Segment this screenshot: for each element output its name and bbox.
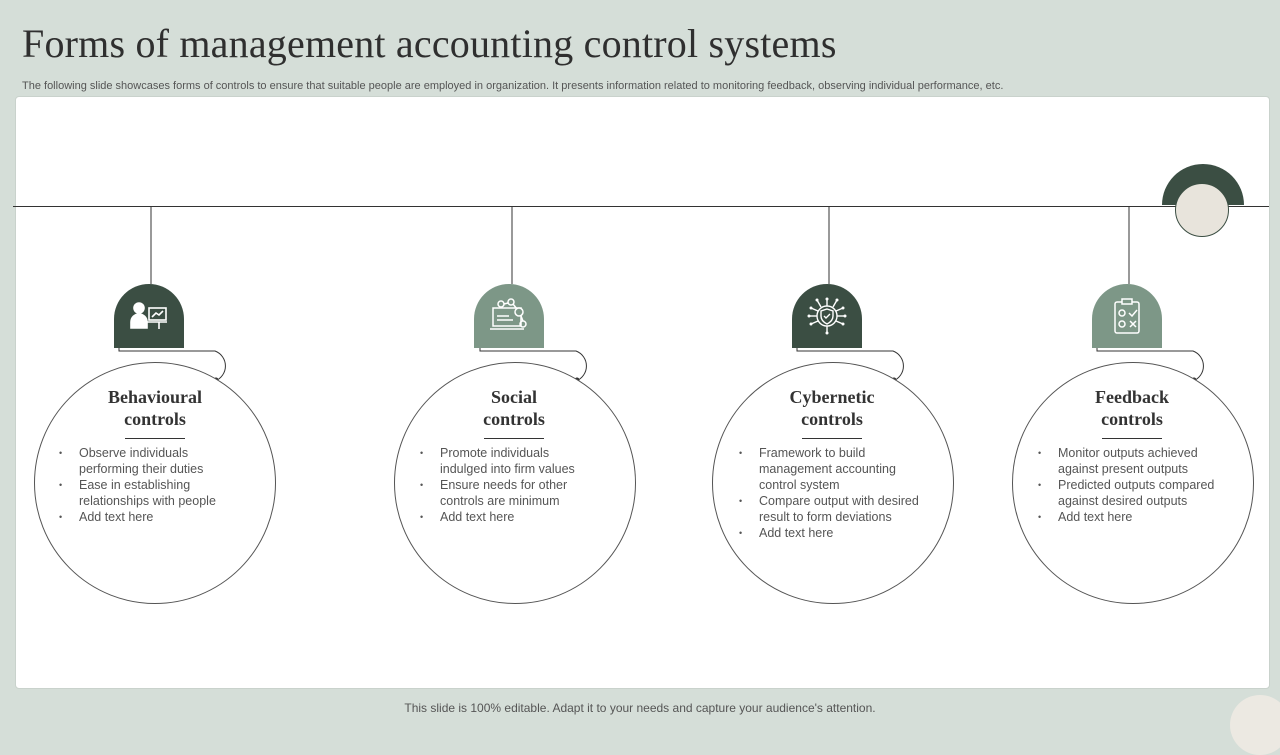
behavioural-icon-tab <box>114 284 184 348</box>
cybernetic-icon-tab <box>792 284 862 348</box>
title-divider <box>1102 438 1162 439</box>
list-item: • Observe individuals performing their duties <box>59 445 239 477</box>
social-title <box>414 386 614 430</box>
list-item: • Promote individuals indulged into firm values <box>420 445 590 477</box>
list-item: • Ease in establishing relationships with people <box>59 477 239 509</box>
social-icon-tab <box>474 284 544 348</box>
list-item: • Compare output with desired result to form deviations <box>739 493 934 525</box>
list-item: • Add text here <box>739 525 934 541</box>
card-title-line: controls <box>801 409 863 429</box>
clipboard-feedback-icon <box>1112 297 1142 335</box>
card-title-line: Behavioural <box>107 387 202 407</box>
card-title-line: Cybernetic <box>789 387 875 407</box>
behavioural-bullet-list <box>59 445 239 525</box>
list-item: • Add text here <box>59 509 239 525</box>
list-item: • Add text here <box>420 509 590 525</box>
feedback-bullet-list <box>1038 445 1228 525</box>
card-title-line: Feedback <box>1095 387 1169 407</box>
list-item: • Monitor outputs achieved against present outputs <box>1038 445 1228 477</box>
page-title: Forms of management accounting control systems <box>22 21 837 66</box>
title-divider <box>802 438 862 439</box>
feedback-icon-tab <box>1092 284 1162 348</box>
network-laptop-icon <box>489 298 529 334</box>
behavioural-title <box>55 386 255 430</box>
feedback-title <box>1032 386 1232 430</box>
page-subtitle: The following slide showcases forms of controls to ensure that suitable people are employed in organization. It presents information related to monitoring feedback, observing individual performance, etc. <box>22 80 1004 92</box>
circuit-shield-icon <box>807 296 847 336</box>
list-item: • Ensure needs for other controls are minimum <box>420 477 590 509</box>
cybernetic-title <box>732 386 932 430</box>
footer-note: This slide is 100% editable. Adapt it to your needs and capture your audience's attention. <box>404 701 876 715</box>
card-title-line: Social <box>490 387 537 407</box>
person-presentation-icon <box>129 300 169 332</box>
social-bullet-list <box>420 445 590 525</box>
list-item: • Predicted outputs compared against desired outputs <box>1038 477 1228 509</box>
card-title-line: controls <box>483 409 545 429</box>
card-title-line: controls <box>124 409 186 429</box>
list-item: • Framework to build management accounting control system <box>739 445 934 493</box>
cybernetic-bullet-list <box>739 445 934 541</box>
list-item: • Add text here <box>1038 509 1228 525</box>
title-divider <box>125 438 185 439</box>
title-divider <box>484 438 544 439</box>
card-title-line: controls <box>1101 409 1163 429</box>
